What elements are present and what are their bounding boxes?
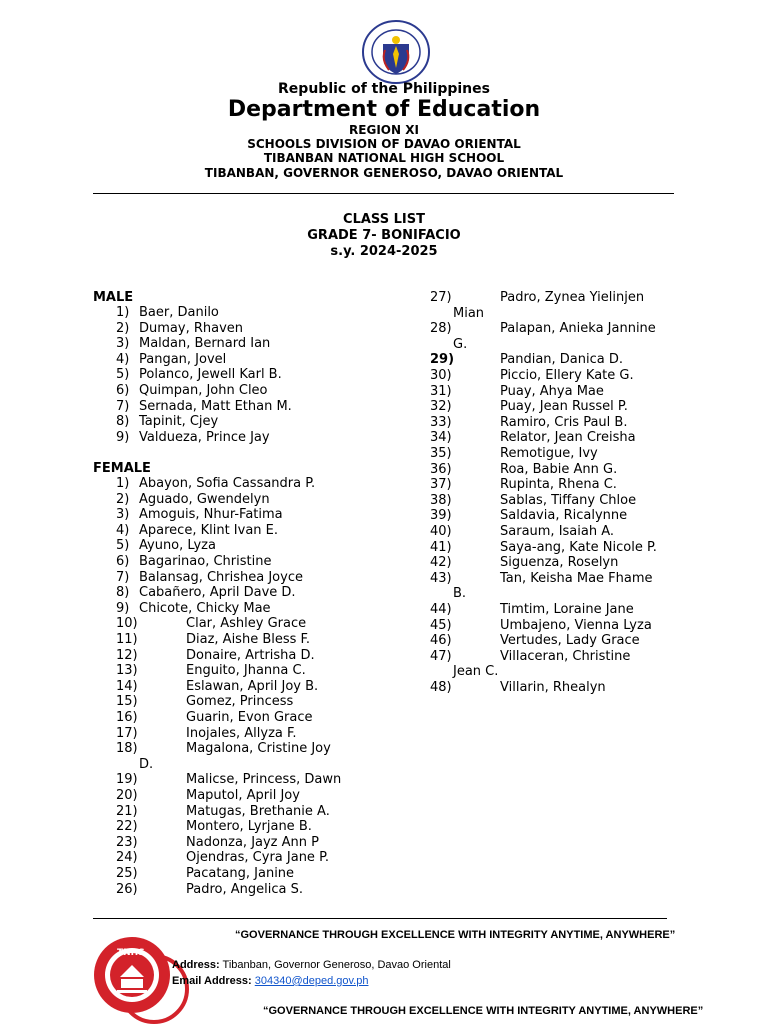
- student-name: Sablas, Tiffany Chloe: [500, 492, 637, 508]
- student-name: Sernada, Matt Ethan M.: [139, 398, 292, 414]
- student-name: Aparece, Klint Ivan E.: [139, 522, 279, 538]
- student-name: Pacatang, Janine: [186, 866, 295, 881]
- student-number: 8): [116, 585, 130, 601]
- student-name: Siguenza, Roselyn: [500, 555, 619, 571]
- student-name: Baer, Danilo: [139, 305, 219, 320]
- student-number: 22): [116, 819, 138, 835]
- student-name: Inojales, Allyza F.: [186, 725, 297, 741]
- female-section-label: FEMALE: [93, 461, 151, 476]
- student-number: 31): [430, 383, 452, 399]
- student-name: Montero, Lyrjane B.: [186, 819, 312, 835]
- student-number: 27): [430, 290, 452, 305]
- student-name: Vertudes, Lady Grace: [500, 633, 640, 649]
- student-number: 19): [116, 772, 138, 788]
- student-name: Puay, Jean Russel P.: [500, 399, 628, 415]
- student-name: Maputol, April Joy: [186, 788, 300, 803]
- student-name: Guarin, Evon Grace: [186, 710, 313, 725]
- student-name: Ayuno, Lyza: [139, 538, 216, 554]
- student-name: Saraum, Isaiah A.: [500, 524, 615, 539]
- student-name: Ojendras, Cyra Jane P.: [186, 850, 330, 866]
- student-number: 46): [430, 633, 452, 649]
- student-number: 34): [430, 430, 452, 446]
- student-number: 39): [430, 508, 452, 524]
- student-number: 43): [430, 570, 452, 586]
- student-number: 48): [430, 680, 452, 695]
- student-number: 41): [430, 539, 452, 555]
- student-number: 13): [116, 663, 138, 679]
- student-name: Palapan, Anieka Jannine: [500, 321, 656, 337]
- student-name: Bagarinao, Christine: [139, 554, 272, 569]
- student-name: Roa, Babie Ann G.: [500, 461, 618, 477]
- student-number: 26): [116, 881, 138, 897]
- student-number: 10): [116, 616, 138, 632]
- student-name: Diaz, Aishe Bless F.: [186, 632, 311, 647]
- title-school-year: s.y. 2024-2025: [330, 244, 438, 259]
- student-number: 1): [116, 305, 130, 320]
- student-number: 6): [116, 554, 130, 569]
- student-name: Polanco, Jewell Karl B.: [139, 367, 282, 383]
- student-number: 9): [116, 429, 130, 445]
- student-number: 3): [116, 336, 130, 352]
- student-number: 3): [116, 507, 130, 523]
- student-name: Umbajeno, Vienna Lyza: [500, 617, 652, 633]
- student-name: Enguito, Jhanna C.: [186, 663, 306, 679]
- student-number: 40): [430, 524, 452, 539]
- student-name: Piccio, Ellery Kate G.: [500, 368, 634, 383]
- student-number: 16): [116, 710, 138, 725]
- address-value: Tibanban, Governor Generoso, Davao Oriental: [222, 959, 451, 971]
- student-number: 44): [430, 602, 452, 617]
- student-number: 18): [116, 741, 138, 757]
- footer-email: [172, 975, 368, 987]
- student-name: Eslawan, April Joy B.: [186, 678, 319, 694]
- email-link[interactable]: 304340@deped.gov.ph: [254, 975, 369, 987]
- student-number: 7): [116, 569, 130, 585]
- student-name: Timtim, Loraine Jane: [500, 602, 634, 617]
- student-number: 4): [116, 522, 130, 538]
- footer-address: [172, 959, 451, 971]
- student-name: Villarin, Rhealyn: [500, 680, 606, 695]
- student-name-continued: D.: [139, 756, 154, 772]
- address-label: Address:: [172, 959, 220, 971]
- student-name: Nadonza, Jayz Ann P: [186, 834, 319, 850]
- header-divider: [93, 193, 674, 194]
- student-number: 36): [430, 461, 452, 477]
- student-number: 1): [116, 476, 130, 491]
- student-number: 8): [116, 414, 130, 430]
- student-number: 38): [430, 492, 452, 508]
- student-name: Padro, Angelica S.: [186, 881, 303, 897]
- student-name: Amoguis, Nhur-Fatima: [139, 507, 283, 523]
- student-number: 11): [116, 632, 138, 647]
- deped-seal-icon: [361, 20, 431, 84]
- student-number: 25): [116, 866, 138, 881]
- student-name: Valdueza, Prince Jay: [139, 429, 270, 445]
- student-name: Tapinit, Cjey: [139, 414, 219, 430]
- student-name: Pangan, Jovel: [139, 351, 227, 367]
- footer-motto: “GOVERNANCE THROUGH EXCELLENCE WITH INTEGRITY ANYTIME, ANYWHERE”: [235, 929, 676, 941]
- student-name-continued: Mian: [453, 305, 485, 321]
- student-number: 17): [116, 725, 138, 741]
- student-number: 5): [116, 538, 130, 554]
- footer-motto-bottom: “GOVERNANCE THROUGH EXCELLENCE WITH INTEGRITY ANYTIME, ANYWHERE”: [263, 1005, 704, 1017]
- student-number: 24): [116, 850, 138, 866]
- student-name: Clar, Ashley Grace: [186, 616, 307, 632]
- student-name: Remotigue, Ivy: [500, 446, 598, 461]
- student-number: 6): [116, 383, 130, 398]
- student-name: Aguado, Gwendelyn: [139, 491, 270, 507]
- student-name: Puay, Ahya Mae: [500, 383, 604, 399]
- student-name: Maldan, Bernard Ian: [139, 336, 271, 352]
- student-number: 4): [116, 351, 130, 367]
- student-number: 29): [430, 352, 455, 368]
- student-number: 5): [116, 367, 130, 383]
- student-name: Villaceran, Christine: [500, 648, 631, 664]
- header-school: TIBANBAN NATIONAL HIGH SCHOOL: [263, 151, 505, 165]
- student-name: Abayon, Sofia Cassandra P.: [139, 476, 316, 491]
- student-number: 15): [116, 694, 138, 710]
- header-department: Department of Education: [227, 97, 541, 122]
- student-name: Tan, Keisha Mae Fhame: [500, 570, 653, 586]
- student-name: Chicote, Chicky Mae: [139, 600, 271, 616]
- student-number: 37): [430, 477, 452, 493]
- header-region: REGION XI: [349, 123, 419, 137]
- student-name: Donaire, Artrisha D.: [186, 647, 315, 663]
- student-number: 47): [430, 648, 452, 664]
- student-number: 23): [116, 834, 138, 850]
- student-number: 14): [116, 678, 138, 694]
- student-name: Padro, Zynea Yielinjen: [500, 290, 645, 305]
- student-number: 33): [430, 414, 452, 430]
- title-grade-section: GRADE 7- BONIFACIO: [307, 228, 461, 243]
- student-name: Ramiro, Cris Paul B.: [500, 414, 628, 430]
- student-number: 2): [116, 320, 130, 336]
- header-division: SCHOOLS DIVISION OF DAVAO ORIENTAL: [247, 137, 521, 151]
- student-name: Rupinta, Rhena C.: [500, 477, 617, 493]
- student-name: Saldavia, Ricalynne: [500, 508, 628, 524]
- student-name: Balansag, Chrishea Joyce: [139, 569, 303, 585]
- student-name: Pandian, Danica D.: [500, 352, 624, 368]
- student-number: 9): [116, 600, 130, 616]
- student-name: Relator, Jean Creisha: [500, 430, 636, 446]
- student-name: Quimpan, John Cleo: [139, 383, 268, 398]
- student-name-continued: B.: [453, 586, 467, 602]
- student-number: 28): [430, 321, 452, 337]
- student-name: Gomez, Princess: [186, 694, 294, 710]
- student-name: Cabañero, April Dave D.: [139, 585, 296, 601]
- student-name-continued: G.: [453, 336, 468, 352]
- student-name: Malicse, Princess, Dawn: [186, 772, 342, 788]
- tnhs-logo-abbr: TNHS: [117, 948, 145, 958]
- student-number: 7): [116, 398, 130, 414]
- male-section-label: MALE: [93, 290, 134, 305]
- student-number: 21): [116, 803, 138, 819]
- footer-divider: [93, 918, 667, 919]
- student-number: 45): [430, 617, 452, 633]
- student-number: 42): [430, 555, 452, 571]
- student-name: Matugas, Brethanie A.: [186, 803, 330, 819]
- student-number: 35): [430, 446, 452, 461]
- student-name-continued: Jean C.: [453, 664, 499, 680]
- student-number: 30): [430, 368, 452, 383]
- header-republic: Republic of the Philippines: [278, 81, 490, 97]
- student-number: 32): [430, 399, 452, 415]
- header-location: TIBANBAN, GOVERNOR GENEROSO, DAVAO ORIENTAL: [204, 166, 564, 180]
- student-number: 20): [116, 788, 138, 803]
- title-class-list: CLASS LIST: [343, 212, 425, 227]
- student-number: 12): [116, 647, 138, 663]
- email-label: Email Address:: [172, 975, 252, 987]
- student-name: Magalona, Cristine Joy: [186, 741, 331, 757]
- student-name: Dumay, Rhaven: [139, 320, 244, 336]
- student-number: 2): [116, 491, 130, 507]
- student-name: Saya-ang, Kate Nicole P.: [500, 539, 657, 555]
